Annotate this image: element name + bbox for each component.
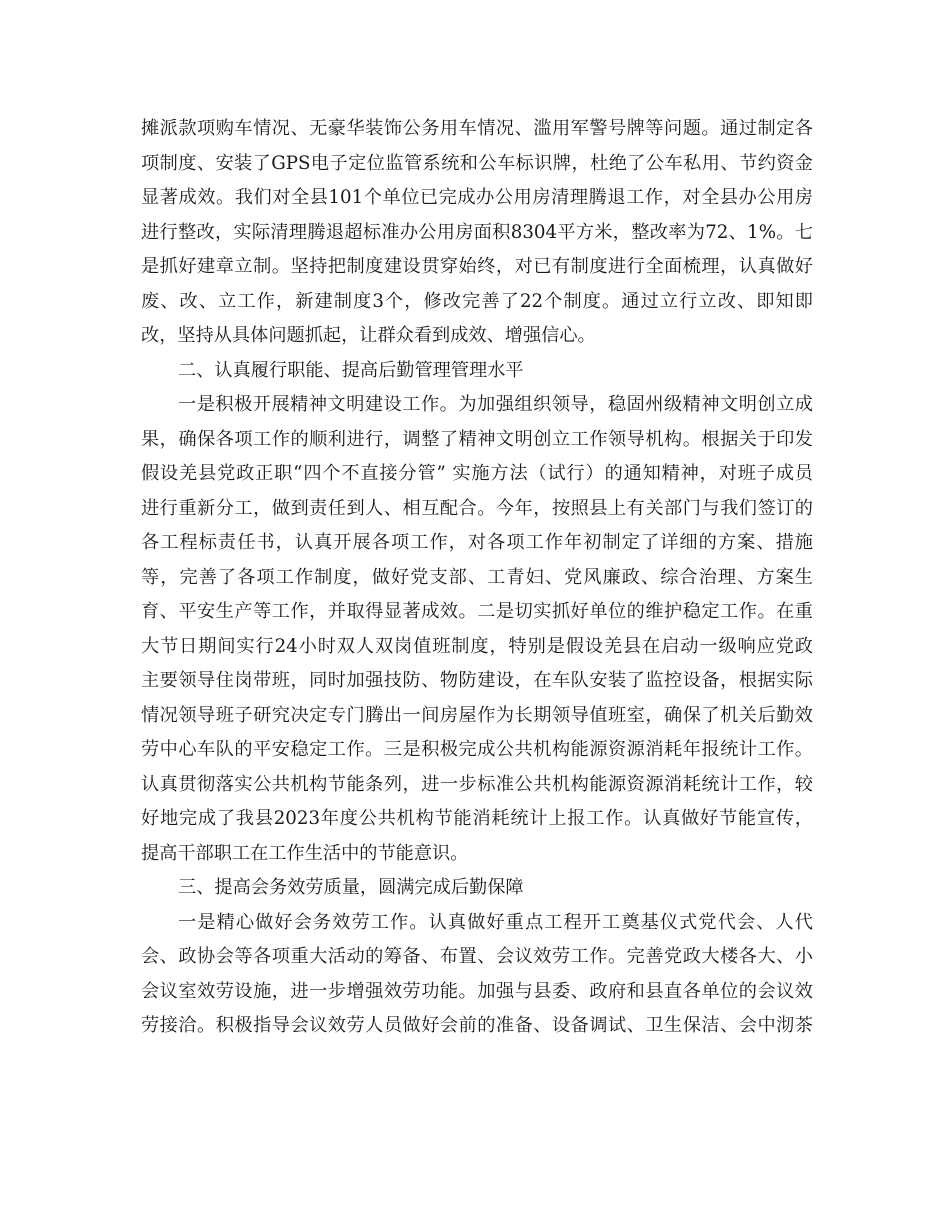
- text-line: 劳接洽。积极指导会议效劳人员做好会前的准备、设备调试、卫生保洁、会中沏茶: [141, 1015, 813, 1036]
- section-heading-3: [141, 871, 813, 906]
- text-line: 认真贯彻落实公共机构节能条列，进一步标准公共机构能源资源消耗统计工作，较: [141, 773, 813, 795]
- text-line: 劳中心车队的平安稳定工作。三是积极完成公共机构能源资源消耗年报统计工作。: [141, 739, 813, 760]
- text-line: 废、改、立工作，新建制度3个，修改完善了22个制度。通过立行立改、即知即: [141, 290, 813, 312]
- text-line: 会议室效劳设施，进一步增强效劳功能。加强与县委、政府和县直各单位的会议效: [141, 980, 813, 1002]
- text-line: 是抓好建章立制。坚持把制度建设贯穿始终，对已有制度进行全面梳理，认真做好: [141, 256, 813, 277]
- paragraph-3: [141, 906, 813, 1044]
- text-line: 一是积极开展精神文明建设工作。为加强组织领导，稳固州级精神文明创立成: [178, 394, 813, 415]
- text-line: 各工程标责任书，认真开展各项工作，对各项工作年初制定了详细的方案、措施: [141, 532, 813, 553]
- text-line: 会、政协会等各项重大活动的筹备、布置、会议效劳工作。完善党政大楼各大、小: [141, 946, 813, 967]
- text-line: 一是精心做好会务效劳工作。认真做好重点工程开工奠基仪式党代会、人代: [178, 911, 813, 933]
- text-line: 改，坚持从具体问题抓起，让群众看到成效、增强信心。: [141, 325, 596, 346]
- text-line: 项制度、安装了GPS电子定位监管系统和公车标识牌，杜绝了公车私用、节约资金: [141, 152, 813, 174]
- paragraph-2: [141, 388, 813, 871]
- text-line: 大节日期间实行24小时双人双岗值班制度，特别是假设羌县在启动一级响应党政: [141, 635, 813, 657]
- text-line: 提高干部职工在工作生活中的节能意识。: [141, 842, 469, 864]
- text-line: 摊派款项购车情况、无豪华装饰公务用车情况、滥用军警号牌等问题。通过制定各: [141, 118, 813, 139]
- document-body: [141, 112, 813, 1044]
- section-heading-2: [141, 354, 813, 389]
- heading-text: 二、认真履行职能、提高后勤管理管理水平: [178, 359, 524, 381]
- text-line: 显著成效。我们对全县101个单位已完成办公用房清理腾退工作，对全县办公用房: [141, 187, 813, 208]
- heading-text: 三、提高会务效劳质量，圆满完成后勤保障: [178, 877, 524, 898]
- text-line: 假设羌县党政正职“四个不直接分管” 实施方法（试行）的通知精神，对班子成员: [141, 463, 813, 484]
- text-line: 进行整改，实际清理腾退超标准办公用房面积8304平方米，整改率为72、1%。七: [141, 221, 813, 243]
- text-line: 情况领导班子研究决定专门腾出一间房屋作为长期领导值班室，确保了机关后勤效: [141, 704, 813, 726]
- text-line: 好地完成了我县2023年度公共机构节能消耗统计上报工作。认真做好节能宣传，: [141, 808, 813, 829]
- text-line: 育、平安生产等工作，并取得显著成效。二是切实抓好单位的维护稳定工作。在重: [141, 601, 813, 622]
- paragraph-1: [141, 112, 813, 354]
- text-line: 等，完善了各项工作制度，做好党支部、工青妇、党风廉政、综合治理、方案生: [141, 566, 813, 588]
- text-line: 果，确保各项工作的顺利进行，调整了精神文明创立工作领导机构。根据关于印发: [141, 428, 813, 450]
- text-line: 主要领导住岗带班，同时加强技防、物防建设，在车队安装了监控设备，根据实际: [141, 670, 813, 691]
- text-line: 进行重新分工，做到责任到人、相互配合。今年，按照县上有关部门与我们签订的: [141, 497, 813, 519]
